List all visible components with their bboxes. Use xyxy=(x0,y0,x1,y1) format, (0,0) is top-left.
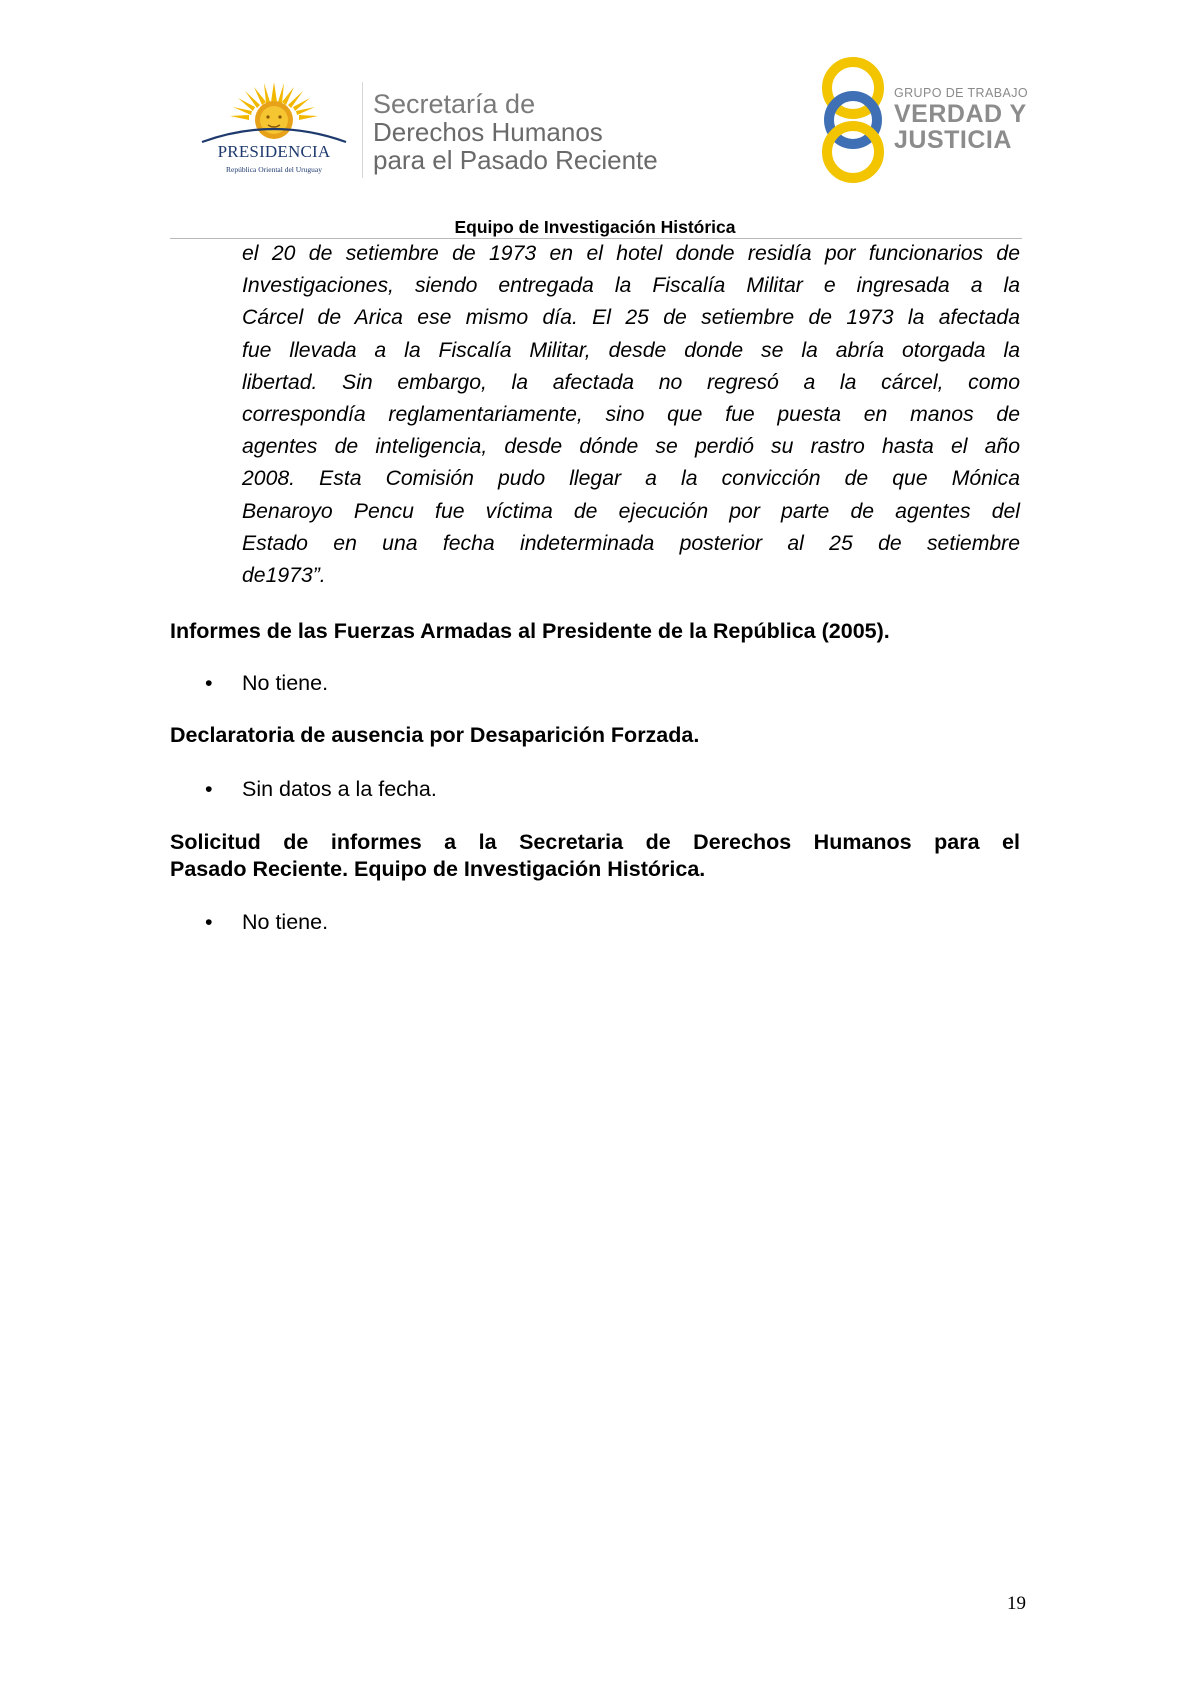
section-heading-line: Pasado Reciente. Equipo de Investigación Histórica. xyxy=(170,857,706,881)
quote-line: fue llevada a la Fiscalía Militar, desde donde se la abría otorgada la xyxy=(242,338,1020,362)
running-header-title: Equipo de Investigación Histórica xyxy=(454,217,736,237)
sun-emblem-icon xyxy=(196,80,352,146)
quote-line: de1973”. xyxy=(242,564,326,588)
section-heading-solicitud xyxy=(170,829,1020,883)
presidencia-logo xyxy=(196,80,352,180)
quote-line: Benaroyo Pencu fue víctima de ejecución por parte de agentes del xyxy=(242,499,1020,523)
verdad-justicia-logo xyxy=(818,56,1028,184)
verdad-label: VERDAD Y xyxy=(894,100,1027,128)
bullet-icon: • xyxy=(205,777,213,801)
quote-line: libertad. Sin embargo, la afectada no regresó a la cárcel, como xyxy=(242,370,1020,394)
section-heading-line: Solicitud de informes a la Secretaria de Derechos Humanos para el xyxy=(170,830,1020,854)
quote-line: el 20 de setiembre de 1973 en el hotel donde residía por funcionarios de xyxy=(242,242,1020,265)
secretaria-line-2: Derechos Humanos xyxy=(373,117,603,147)
bullet-item xyxy=(205,776,437,803)
bullet-text: No tiene. xyxy=(242,671,329,695)
page-number: 19 xyxy=(1007,1593,1026,1614)
section-heading-line: Informes de las Fuerzas Armadas al Presidente de la República (2005). xyxy=(170,619,890,643)
section-heading-line: Declaratoria de ausencia por Desaparición Forzada. xyxy=(170,723,700,747)
quote-line: Investigaciones, siendo entregada la Fiscalía Militar e ingresada a la xyxy=(242,274,1020,298)
bullet-text: Sin datos a la fecha. xyxy=(242,777,437,801)
quote-line: 2008. Esta Comisión pudo llegar a la convicción de que Mónica xyxy=(242,467,1020,491)
bullet-text: No tiene. xyxy=(242,910,329,934)
quote-line: agentes de inteligencia, desde dónde se perdió su rastro hasta el año xyxy=(242,435,1020,459)
section-heading-informes-ffaa xyxy=(170,618,1020,645)
page-header xyxy=(0,0,1190,237)
grupo-de-trabajo-label: GRUPO DE TRABAJO xyxy=(894,86,1028,100)
quote-line: correspondía reglamentariamente, sino que fue puesta en manos de xyxy=(242,403,1020,427)
justicia-label: JUSTICIA xyxy=(894,126,1012,154)
secretaria-line-3: para el Pasado Reciente xyxy=(373,145,658,175)
secretaria-logo-text xyxy=(373,90,658,174)
quote-line: Cárcel de Arica ese mismo día. El 25 de setiembre de 1973 la afectada xyxy=(242,306,1020,330)
section-heading-declaratoria xyxy=(170,722,1020,749)
presidencia-name: PRESIDENCIA xyxy=(217,142,331,161)
presidencia-subtitle: República Oriental del Uruguay xyxy=(225,165,322,174)
header-logo-divider xyxy=(362,82,363,178)
secretaria-line-1: Secretaría de xyxy=(373,89,536,119)
bullet-item xyxy=(205,670,328,697)
bullet-item xyxy=(205,909,328,936)
bullet-icon: • xyxy=(205,671,213,695)
bullet-icon: • xyxy=(205,910,213,934)
interlocked-rings-icon xyxy=(818,56,888,184)
quote-block xyxy=(242,238,1020,592)
quote-line: Estado en una fecha indeterminada posterior al 25 de setiembre xyxy=(242,531,1020,555)
